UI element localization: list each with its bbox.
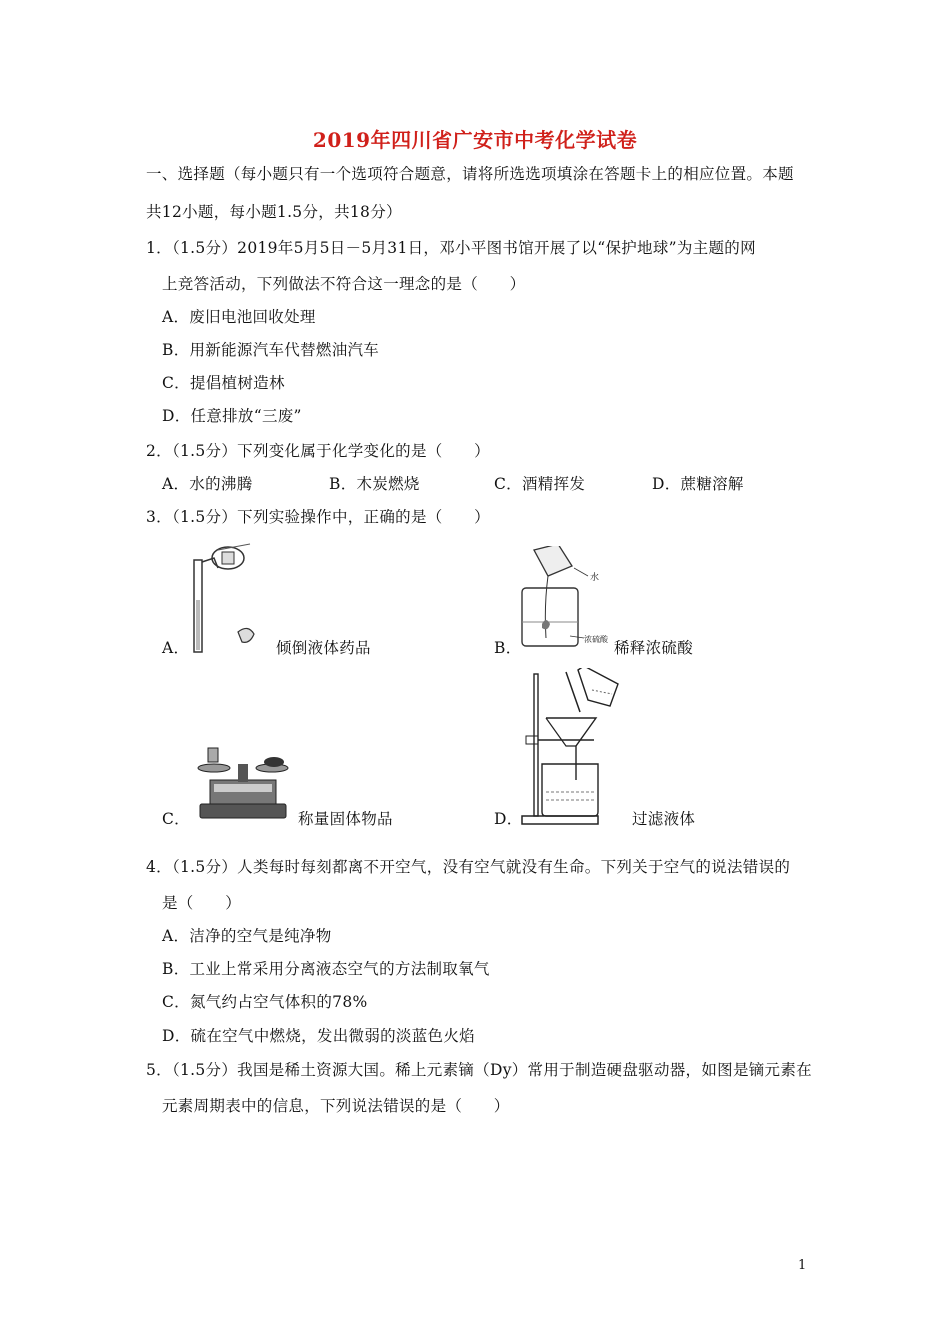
section-heading-line2: 共12小题，每小题1.5分，共18分） <box>146 203 402 221</box>
q3-option-c-caption: 称量固体物品 <box>298 810 393 828</box>
q2-option-c: C．酒精挥发 <box>494 475 586 493</box>
q1-option-c: C．提倡植树造林 <box>162 374 285 392</box>
q3-option-d-letter: D． <box>494 810 523 828</box>
label-water: 水 <box>590 573 600 583</box>
q2-option-d: D．蔗糖溶解 <box>652 475 744 493</box>
label-conc-acid: 浓硫酸 <box>584 635 608 644</box>
q3-option-d-caption: 过滤液体 <box>632 810 696 828</box>
q2-option-a: A．水的沸腾 <box>162 475 253 493</box>
q1-option-d: D．任意排放“三废” <box>162 407 302 425</box>
q4-option-a: A．洁净的空气是纯净物 <box>162 927 332 945</box>
q4-option-c: C．氮气约占空气体积的78% <box>162 993 368 1011</box>
q4-stem-line2: 是（ ） <box>162 894 242 912</box>
q3-option-a-letter: A． <box>162 639 190 657</box>
filtration-figure <box>518 668 632 830</box>
pouring-liquid-figure <box>188 540 268 656</box>
q3-option-c-letter: C． <box>162 810 190 828</box>
q5-stem-line1: 5．（1.5分）我国是稀土资源大国。稀上元素镝（Dy）常用于制造硬盘驱动器，如图是镝元素在 <box>146 1061 812 1079</box>
q4-option-b: B．工业上常采用分离液态空气的方法制取氧气 <box>162 960 490 978</box>
q1-option-b: B．用新能源汽车代替燃油汽车 <box>162 341 380 359</box>
section-heading-line1: 一、选择题（每小题只有一个选项符合题意，请将所选选项填涂在答题卡上的相应位置。本题 <box>146 165 794 183</box>
dilute-acid-figure <box>514 546 614 658</box>
q1-stem-line2: 上竞答活动，下列做法不符合这一理念的是（ ） <box>162 275 526 293</box>
q4-option-d: D．硫在空气中燃烧，发出微弱的淡蓝色火焰 <box>162 1027 475 1045</box>
q1-stem-line1: 1．（1.5分）2019年5月5日－5月31日，邓小平图书馆开展了以“保护地球”为主题的网 <box>146 239 756 257</box>
q5-stem-line2: 元素周期表中的信息，下列说法错误的是（ ） <box>162 1097 510 1115</box>
q3-option-b-letter: B． <box>494 639 522 657</box>
page-title: 2019年四川省广安市中考化学试卷 <box>312 128 638 152</box>
q3-stem: 3．（1.5分）下列实验操作中，正确的是（ ） <box>146 508 490 526</box>
q4-stem-line1: 4．（1.5分）人类每时每刻都离不开空气，没有空气就没有生命。下列关于空气的说法错误的 <box>146 858 791 876</box>
q3-option-b-caption: 稀释浓硫酸 <box>614 639 694 657</box>
q3-option-a-caption: 倾倒液体药品 <box>276 639 371 657</box>
q2-option-b: B．木炭燃烧 <box>329 475 420 493</box>
balance-figure <box>192 740 292 826</box>
q2-stem: 2．（1.5分）下列变化属于化学变化的是（ ） <box>146 442 490 460</box>
q1-option-a: A．废旧电池回收处理 <box>162 308 316 326</box>
page-number: 1 <box>798 1258 807 1273</box>
